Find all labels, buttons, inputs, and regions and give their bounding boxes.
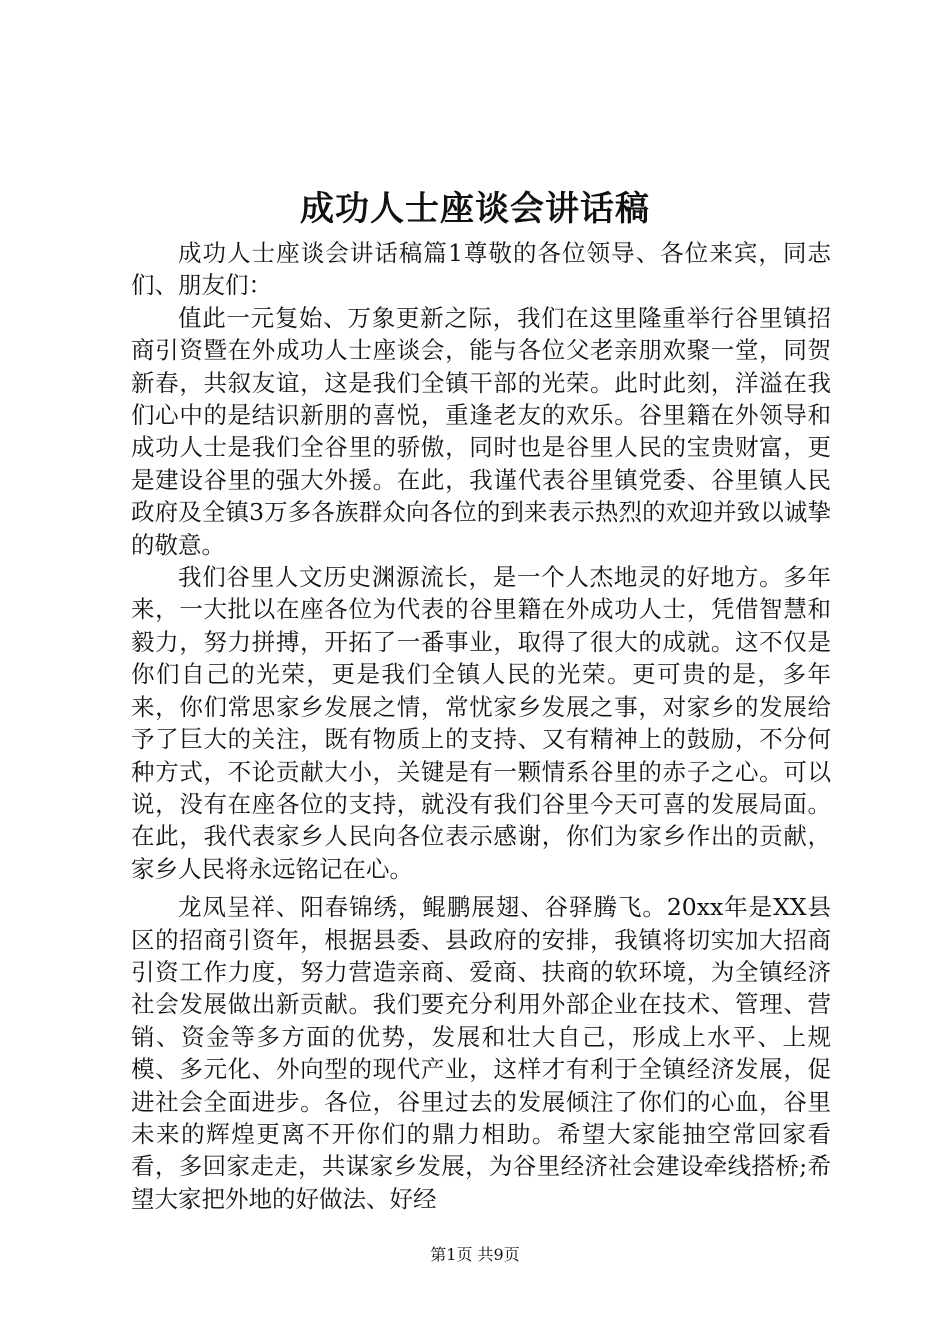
paragraph: 值此一元复始、万象更新之际，我们在这里隆重举行谷里镇招商引资暨在外成功人士座谈会，能与各位父老亲朋欢聚一堂，同贺新春，共叙友谊，这是我们全镇干部的光荣。此时此刻，洋溢在我们心中的是结识新朋的喜悦，重逢老友的欢乐。谷里籍在外领导和成功人士是我们全谷里的骄傲，同时也是谷里人民的宝贵财富，更是建设谷里的强大外援。在此，我谨代表谷里镇党委、谷里镇人民政府及全镇3万多各族群众向各位的到来表示热烈的欢迎并致以诚挚的敬意。 bbox=[131, 303, 831, 559]
document-title: 成功人士座谈会讲话稿 bbox=[300, 189, 650, 229]
paragraph: 龙凤呈祥、阳春锦绣，鲲鹏展翅、谷驿腾飞。20xx年是XX县区的招商引资年，根据县委、县政府的安排，我镇将切实加大招商引资工作力度，努力营造亲商、爱商、扶商的软环境，为全镇经济社会发展做出新贡献。我们要充分利用外部企业在技术、管理、营销、资金等多方面的优势，发展和壮大自己，形成上水平、上规模、多元化、外向型的现代产业，这样才有利于全镇经济发展，促进社会全面进步。各位，谷里过去的发展倾注了你们的心血，谷里未来的辉煌更离不开你们的鼎力相助。希望大家能抽空常回家看看，多回家走走，共谋家乡发展，为谷里经济社会建设牵线搭桥;希望大家把外地的好做法、好经 bbox=[131, 893, 831, 1213]
paragraph: 成功人士座谈会讲话稿篇1尊敬的各位领导、各位来宾，同志们、朋友们： bbox=[131, 239, 831, 300]
page-footer: 第1页 共9页 bbox=[430, 1245, 520, 1264]
document-body bbox=[131, 237, 831, 1215]
paragraph: 我们谷里人文历史渊源流长，是一个人杰地灵的好地方。多年来，一大批以在座各位为代表的谷里籍在外成功人士，凭借智慧和毅力，努力拼搏，开拓了一番事业，取得了很大的成就。这不仅是你们自己的光荣，更是我们全镇人民的光荣。更可贵的是，多年来，你们常思家乡发展之情，常忧家乡发展之事，对家乡的发展给予了巨大的关注，既有物质上的支持、又有精神上的鼓励，不分何种方式，不论贡献大小，关键是有一颗情系谷里的赤子之心。可以说，没有在座各位的支持，就没有我们谷里今天可喜的发展局面。在此，我代表家乡人民向各位表示感谢，你们为家乡作出的贡献，家乡人民将永远铭记在心。 bbox=[131, 563, 831, 883]
